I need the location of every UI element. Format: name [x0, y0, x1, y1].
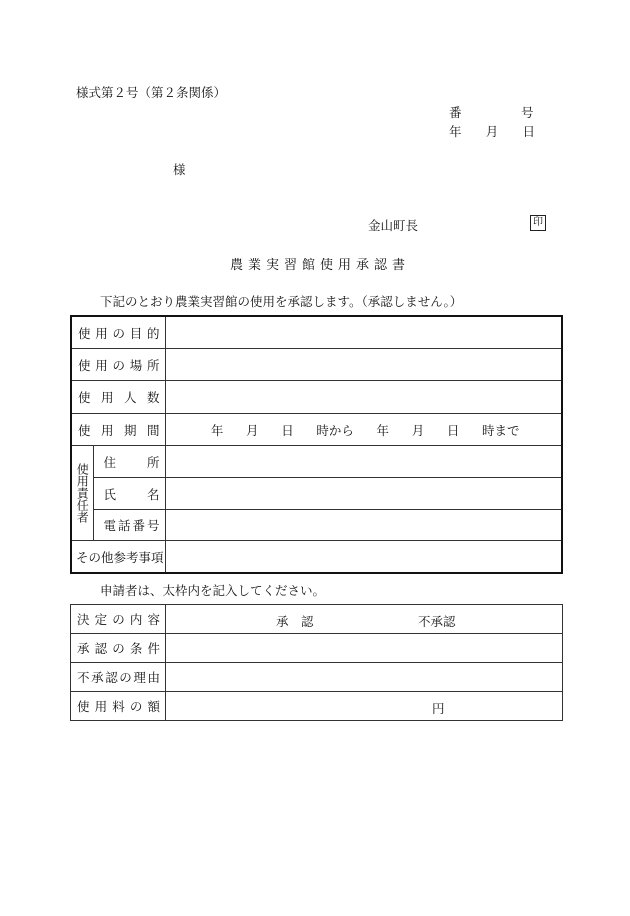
label-char: 所 [147, 357, 160, 373]
approval-statement: 下記のとおり農業実習館の使用を承認します。（承認しません。） [100, 294, 463, 309]
location-field[interactable] [165, 349, 562, 381]
label-char: 用 [101, 390, 114, 405]
row-label-conditions [71, 634, 166, 663]
label-char: 使 [77, 699, 90, 714]
row-label-purpose [71, 316, 165, 349]
row-label-address [93, 446, 165, 478]
label-char: 話 [118, 518, 131, 533]
table-row [71, 446, 562, 478]
table-row [71, 605, 563, 634]
document-number-suffix: 号 [521, 105, 534, 120]
period-from-year: 年 [210, 422, 224, 438]
label-char: 氏 [103, 486, 117, 502]
decision-option-approve[interactable]: 承 認 [276, 614, 314, 629]
label-period [72, 421, 165, 439]
label-char: の [112, 641, 125, 656]
label-char: の [112, 325, 126, 341]
label-char: 間 [147, 422, 160, 438]
label-fee [71, 697, 165, 715]
applicant-note: 申請者は、太枠内を記入してください。 [100, 583, 326, 598]
label-char: 承 [91, 670, 104, 685]
headcount-field[interactable] [165, 381, 562, 414]
label-char: 名 [147, 486, 160, 502]
label-char: 承 [77, 641, 90, 656]
row-label-name [93, 478, 165, 510]
period-field[interactable] [165, 414, 562, 446]
name-field[interactable] [165, 478, 562, 510]
row-label-headcount [71, 381, 165, 414]
row-label-location [71, 349, 165, 381]
period-from-month: 月 [246, 422, 259, 438]
label-char: の [112, 612, 125, 627]
period-to-suffix: 時まで [482, 422, 520, 438]
label-char: 使 [78, 422, 91, 438]
label-char: 額 [147, 699, 160, 714]
label-char: 番 [132, 518, 146, 533]
period-to-month: 月 [411, 422, 425, 438]
address-field[interactable] [165, 446, 562, 478]
document-number-label: 番 [449, 105, 462, 120]
label-char: 件 [147, 641, 160, 656]
period-to-day: 日 [446, 422, 460, 438]
table-row [71, 634, 563, 663]
period-to-year: 年 [376, 422, 390, 438]
rejection-reason-field[interactable] [166, 663, 563, 692]
label-char: 使 [78, 390, 91, 405]
label-char: 認 [94, 641, 108, 656]
table-row [71, 510, 562, 541]
label-char: 期 [124, 422, 137, 438]
table-row [71, 663, 563, 692]
label-purpose [72, 324, 165, 342]
label-char: 的 [147, 325, 160, 341]
label-char: 用 [95, 357, 108, 373]
label-rejection-reason [71, 668, 165, 686]
decision-option-reject[interactable]: 不承認 [418, 614, 456, 629]
issuer-title: 金山町長 [368, 218, 419, 233]
other-notes-field[interactable] [165, 541, 562, 574]
document-title: 農業実習館使用承認書 [230, 258, 411, 273]
row-label-other-notes [71, 541, 165, 574]
phone-field[interactable] [165, 510, 562, 541]
table-row [71, 541, 562, 574]
table-row [71, 478, 562, 510]
label-name [94, 485, 165, 503]
form-number: 様式第２号（第２条関係） [76, 85, 227, 100]
label-char: 用 [94, 699, 108, 714]
label-char: 容 [147, 612, 160, 627]
table-row [71, 349, 562, 381]
label-location [72, 356, 165, 374]
label-decision [71, 610, 165, 628]
label-char: 用 [95, 325, 108, 341]
conditions-field[interactable] [166, 634, 563, 663]
label-char: 数 [147, 390, 160, 405]
seal-stamp-icon: 印 [530, 215, 546, 231]
decision-table [70, 604, 563, 721]
label-char: 条 [129, 641, 143, 656]
period-from-day: 日 [281, 422, 294, 438]
fee-unit: 円 [432, 701, 445, 716]
row-label-decision [71, 605, 166, 634]
date-day: 日 [522, 124, 535, 139]
table-row [71, 381, 562, 414]
label-char: 使 [78, 357, 91, 373]
period-from-suffix: 時から [316, 422, 354, 438]
label-char: 認 [105, 670, 118, 685]
row-label-rejection-reason [71, 663, 166, 692]
document-date [449, 122, 535, 140]
label-char: 号 [147, 518, 160, 533]
row-label-responsible-person [71, 446, 93, 541]
label-char: 所 [147, 454, 160, 470]
label-other-notes: その他参考事項 [76, 549, 164, 565]
label-char: の [112, 357, 126, 373]
table-row [71, 414, 562, 446]
label-char: 決 [77, 612, 90, 627]
label-char: 使 [78, 325, 91, 341]
label-char: 料 [112, 699, 125, 714]
label-char: 人 [124, 390, 137, 405]
addressee-honorific: 様 [173, 162, 186, 177]
label-char: の [129, 699, 143, 714]
label-headcount [72, 388, 165, 406]
row-label-phone [93, 510, 165, 541]
label-phone [94, 516, 165, 534]
label-char: の [119, 670, 132, 685]
label-char: 場 [129, 357, 143, 373]
fee-field[interactable] [166, 692, 563, 721]
label-char: 不 [77, 670, 90, 685]
label-char: 用 [101, 422, 114, 438]
label-char: 目 [129, 325, 143, 341]
label-char: 住 [103, 454, 117, 470]
label-char: 由 [147, 670, 160, 685]
label-conditions [71, 639, 165, 657]
decision-field[interactable] [166, 605, 563, 634]
purpose-field[interactable] [165, 316, 562, 349]
label-char: 電 [103, 518, 117, 533]
row-label-fee [71, 692, 166, 721]
label-char: 理 [133, 670, 146, 685]
date-month: 月 [485, 124, 499, 139]
date-year: 年 [449, 124, 462, 139]
table-row [71, 316, 562, 349]
row-label-period [71, 414, 165, 446]
table-row [71, 692, 563, 721]
label-char: 定 [94, 612, 108, 627]
label-address [94, 453, 165, 471]
label-char: 内 [129, 612, 143, 627]
label-responsible-person: 使用責任者 [75, 463, 90, 523]
application-table [70, 315, 563, 574]
